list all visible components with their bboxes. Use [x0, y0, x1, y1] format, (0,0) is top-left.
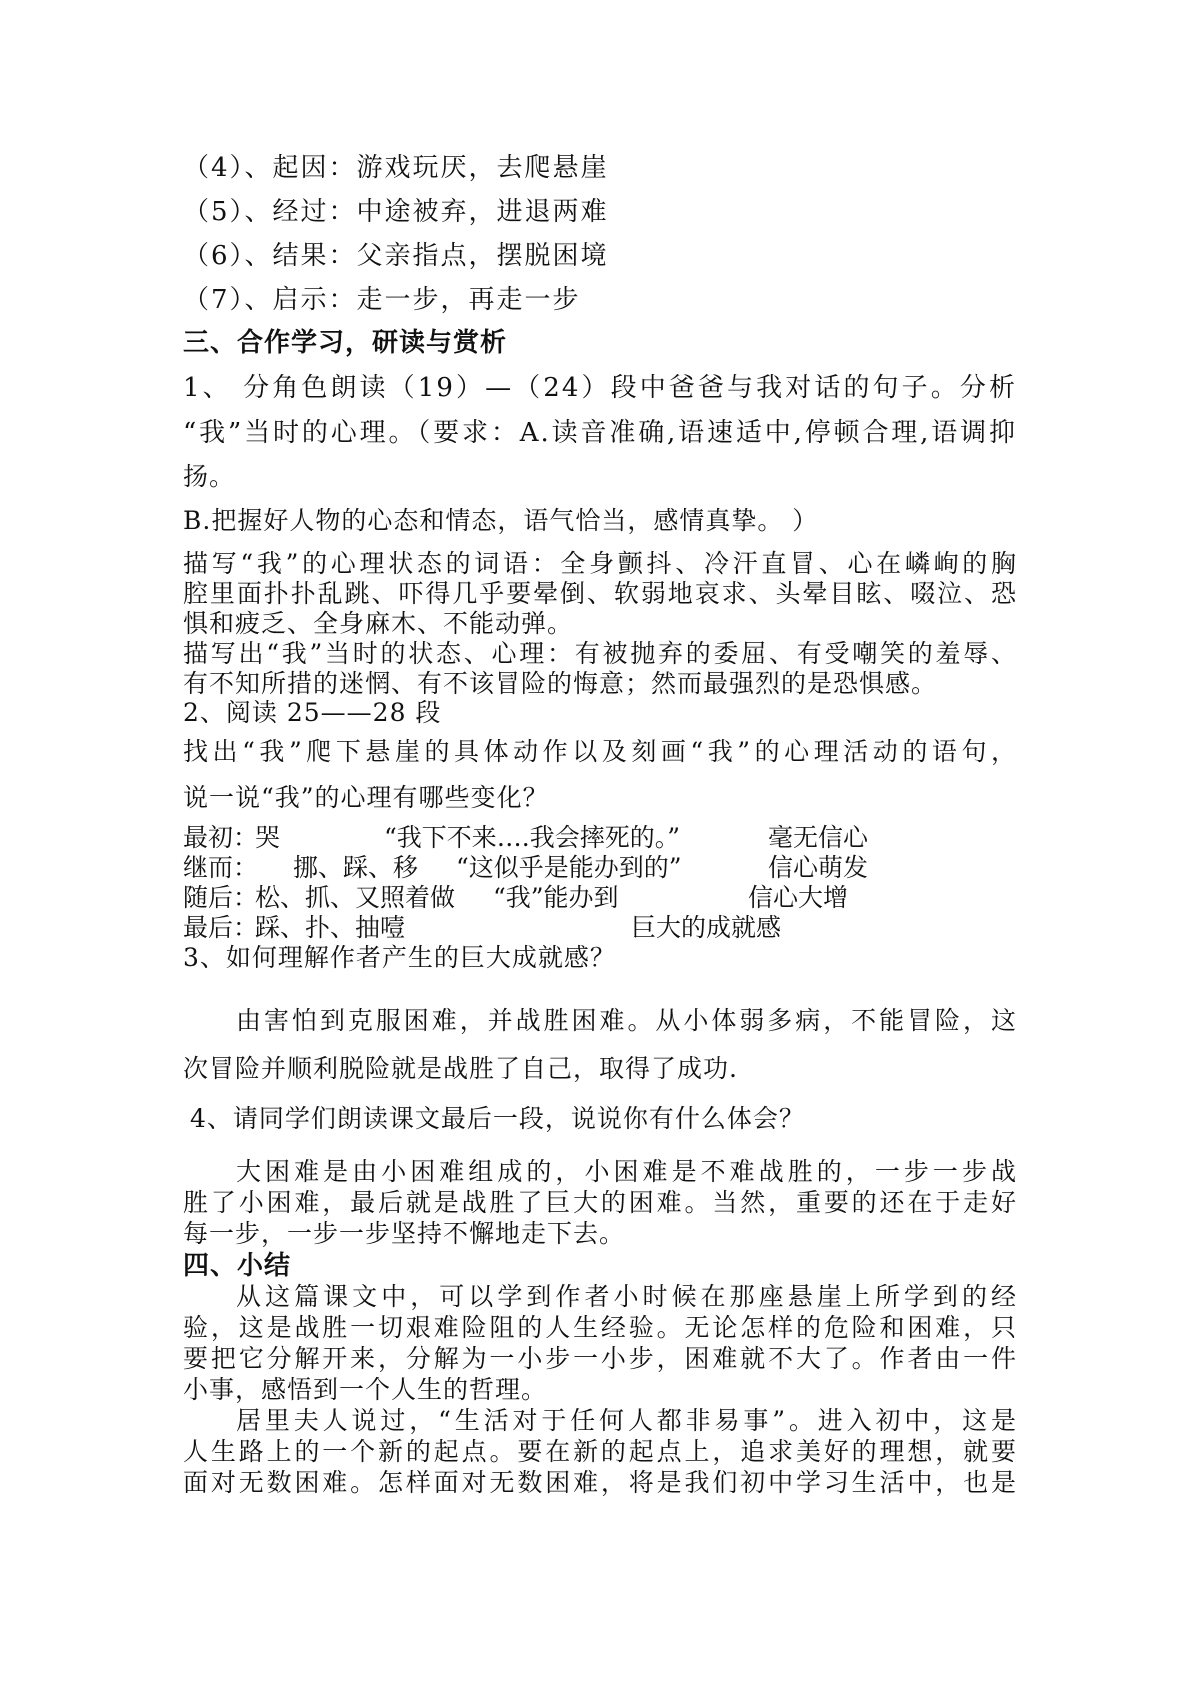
state-line-1: 描写出“我”当时的状态、心理：有被抛弃的委屈、有受嘲笑的羞辱、 [183, 639, 1017, 668]
q3-answer-line-1: 由害怕到克服困难，并战胜困难。从小体弱多病，不能冒险，这 [236, 1006, 1017, 1035]
plot-item-lesson: （7）、启示：走一步，再走一步 [183, 285, 581, 315]
change-stage: 最后： [183, 913, 259, 942]
summary-p1-line-4: 小事，感悟到一个人生的哲理。 [183, 1375, 548, 1404]
change-stage: 随后： [183, 883, 259, 912]
change-quote: “这似乎是能办到的” [456, 853, 682, 882]
section-4-heading: 四、小结 [183, 1251, 292, 1281]
plot-item-process: （5）、经过：中途被弃，进退两难 [183, 197, 609, 227]
summary-p1-line-3: 要把它分解开来，分解为一小步一小步，困难就不大了。作者由一件 [183, 1344, 1017, 1373]
q1-line-2: “我”当时的心理。（要求：A.读音准确,语速适中,停顿合理,语调抑 [183, 418, 1017, 448]
summary-p2-line-1: 居里夫人说过，“生活对于任何人都非易事”。进入初中，这是 [236, 1406, 1017, 1435]
change-stage: 最初： [183, 823, 259, 852]
q4-answer-line-3: 每一步，一步一步坚持不懈地走下去。 [183, 1219, 626, 1248]
change-feeling: 信心萌发 [768, 853, 869, 882]
q2-line-2: 找出“我”爬下悬崖的具体动作以及刻画“我”的心理活动的语句， [183, 737, 1017, 766]
change-quote: “我”能办到 [493, 883, 619, 912]
plot-item-cause: （4）、起因：游戏玩厌，去爬悬崖 [183, 153, 609, 183]
state-line-2: 有不知所措的迷惘、有不该冒险的悔意；然而最强烈的是恐惧感。 [183, 669, 938, 698]
summary-p2-line-3: 面对无数困难。怎样面对无数困难，将是我们初中学习生活中，也是 [183, 1468, 1017, 1497]
q1-line-1: 1、 分角色朗读（19）—（24）段中爸爸与我对话的句子。分析 [183, 373, 1017, 403]
change-feeling: 信心大增 [748, 883, 849, 912]
change-feeling: 巨大的成就感 [631, 913, 782, 942]
q3-question: 3、如何理解作者产生的巨大成就感？ [183, 943, 616, 972]
change-action: 哭 [255, 823, 281, 852]
change-quote: “我下不来….我会摔死的。” [384, 823, 681, 852]
change-stage: 继而： [183, 853, 259, 882]
change-action: 松、抓、又照着做 [255, 883, 456, 912]
change-action: 挪、踩、移 [293, 853, 419, 882]
summary-p2-line-2: 人生路上的一个新的起点。要在新的起点上，追求美好的理想，就要 [183, 1437, 1017, 1466]
q1-line-3: 扬。 [183, 462, 236, 491]
q1-line-4: B.把握好人物的心态和情态，语气恰当，感情真挚。 ） [183, 506, 819, 535]
q2-line-1: 2、阅读 25——28 段 [183, 698, 442, 727]
section-3-heading: 三、合作学习，研读与赏析 [183, 328, 508, 358]
summary-p1-line-1: 从这篇课文中，可以学到作者小时候在那座悬崖上所学到的经 [236, 1282, 1017, 1311]
summary-p1-line-2: 验，这是战胜一切艰难险阻的人生经验。无论怎样的危险和困难，只 [183, 1313, 1017, 1342]
q4-answer-line-2: 胜了小困难，最后就是战胜了巨大的困难。当然，重要的还在于走好 [183, 1188, 1017, 1217]
words-line-3: 惧和疲乏、全身麻木、不能动弹。 [183, 609, 574, 638]
q4-question: 4、请同学们朗读课文最后一段，说说你有什么体会？ [190, 1104, 805, 1133]
q2-line-3: 说一说“我”的心理有哪些变化？ [183, 783, 549, 812]
words-line-2: 腔里面扑扑乱跳、吓得几乎要晕倒、软弱地哀求、头晕目眩、啜泣、恐 [183, 579, 1017, 608]
q4-answer-line-1: 大困难是由小困难组成的，小困难是不难战胜的，一步一步战 [236, 1157, 1017, 1186]
words-line-1: 描写“我”的心理状态的词语：全身颤抖、冷汗直冒、心在嶙峋的胸 [183, 549, 1017, 578]
q3-answer-line-2: 次冒险并顺利脱险就是战胜了自己，取得了成功. [183, 1054, 738, 1083]
plot-item-result: （6）、结果：父亲指点，摆脱困境 [183, 241, 609, 271]
change-feeling: 毫无信心 [768, 823, 869, 852]
change-action: 踩、扑、抽噎 [255, 913, 406, 942]
